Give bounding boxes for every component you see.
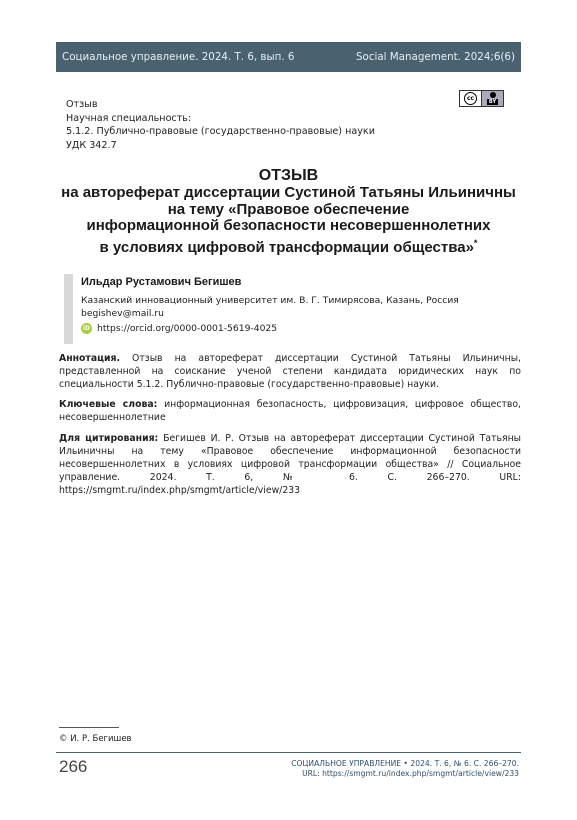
footer-journal: СОЦИАЛЬНОЕ УПРАВЛЕНИЕ • 2024. Т. 6, № 6. С. 266–270. [291, 759, 519, 768]
author-block [64, 274, 524, 344]
keywords [59, 398, 521, 424]
author-affiliation: Казанский инновационный университет им. В. Г. Тимирясова, Казань, Россия begishev@mail.ru [81, 294, 524, 320]
citation-text: Бегишев И. Р. Отзыв на автореферат диссертации Сустиной Татьяны Ильиничны на тему «Правовое обеспечение информационной безопасности несовершеннолетних в условиях цифровой трансформации общества» // Социальное управление. 2024. Т. 6, № 6. С. 266–270. URL: https://smgmt.ru/index.php/smgmt/article/view/233 [59, 433, 521, 496]
author-email[interactable]: begishev@mail.ru [81, 308, 164, 319]
person-icon [490, 92, 496, 98]
specialty-label: Научная специальность: [66, 112, 192, 124]
citation [59, 432, 521, 497]
title-line-3: на тему «Правовое обеспечение [167, 200, 410, 218]
keywords-text: информационная безопасность, цифровизация, цифровое общество, несовершеннолетние [59, 399, 521, 423]
cc-icon: cc [464, 92, 477, 105]
udc-code: УДК 342.7 [66, 139, 117, 151]
abstract-text: Отзыв на автореферат диссертации Сустиной Татьяны Ильиничны, представленной на соискание ученой степени кандидата юридических наук по специальности 5.1.2. Публично-правовые (государственно-правовые) науки. [59, 353, 521, 390]
header-journal-ru: Социальное управление. 2024. Т. 6, вып. 6 [62, 51, 295, 63]
citation-label: Для цитирования: [59, 433, 159, 444]
header-journal-en: Social Management. 2024;6(6) [356, 51, 515, 63]
keywords-label: Ключевые слова: [59, 399, 158, 410]
footer-divider [56, 752, 521, 753]
abstract [59, 352, 521, 391]
copyright-note: © И. Р. Бегишев [59, 734, 132, 744]
by-label: BY [488, 99, 497, 105]
article-type: Отзыв [66, 99, 98, 110]
article-meta [66, 98, 375, 152]
title-line-2: на автореферат диссертации Сустиной Татьяны Ильиничны [61, 183, 516, 201]
page-number: 266 [59, 757, 88, 776]
title-footnote-mark: * [473, 238, 478, 249]
orcid-line [81, 323, 524, 334]
title-line-5: в условиях цифровой трансформации общества»* [99, 238, 478, 257]
orcid-link[interactable]: https://orcid.org/0000-0001-5619-4025 [97, 323, 278, 334]
title-line-1: ОТЗЫВ [258, 167, 319, 184]
author-name: Ильдар Рустамович Бегишев [81, 276, 242, 288]
footer-url[interactable]: URL: https://smgmt.ru/index.php/smgmt/article/view/233 [302, 769, 519, 778]
specialty-value: 5.1.2. Публично-правовые (государственно-правовые) науки [66, 126, 375, 137]
footer-journal-info [291, 759, 519, 779]
article-title [56, 168, 521, 257]
abstract-label: Аннотация. [59, 353, 120, 364]
orcid-icon: iD [82, 325, 91, 332]
title-line-4: информационной безопасности несовершеннолетних [86, 217, 491, 235]
journal-header-bar [56, 42, 521, 72]
cc-by-license-badge[interactable] [459, 90, 504, 107]
footnote-divider [59, 727, 119, 728]
